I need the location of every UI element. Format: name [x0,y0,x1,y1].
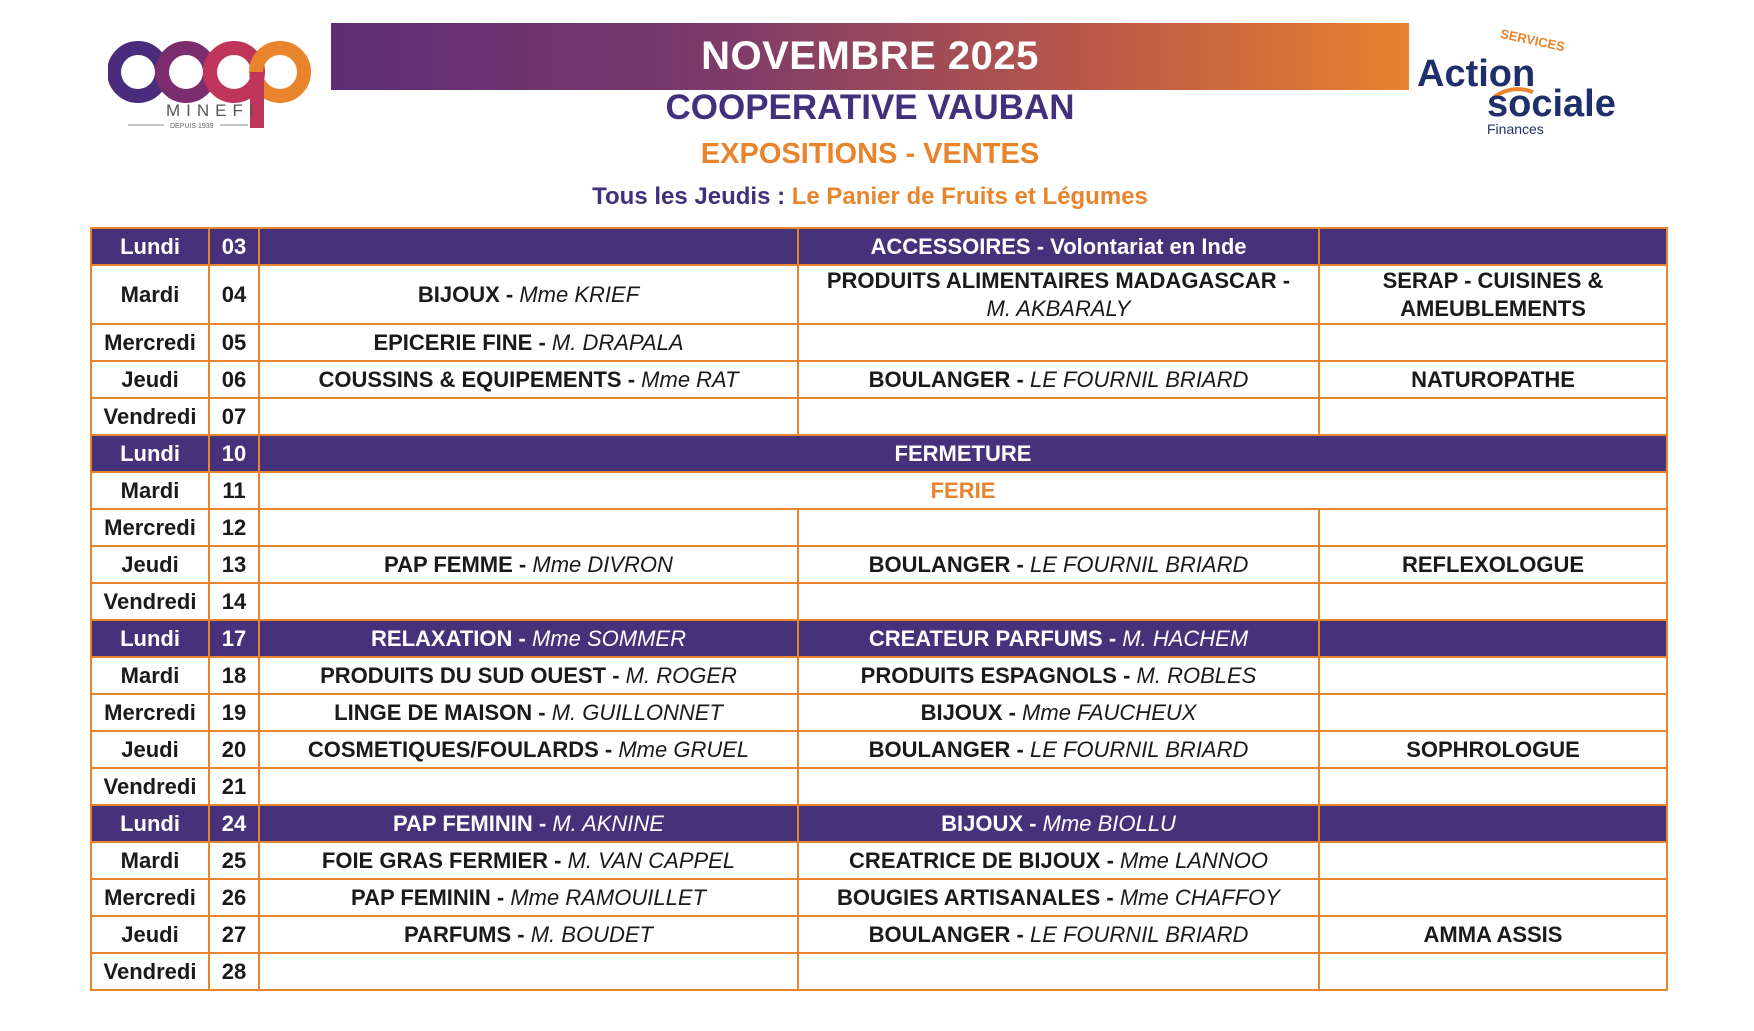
exhibitor-category: BIJOUX [417,281,500,307]
exhibitor-name: M. BOUDET [530,921,653,947]
schedule-table [90,227,1668,991]
table-row [91,398,1667,435]
table-row [91,657,1667,694]
table-row [91,805,1667,842]
exhibitor-name: Mme RAT [641,366,739,392]
date-cell: 24 [209,805,259,842]
day-cell: Vendredi [91,953,209,990]
day-cell: Mercredi [91,509,209,546]
day-cell: Mardi [91,265,209,324]
separator: - [1116,662,1137,688]
coop-minefi-logo [108,28,318,136]
day-cell: Lundi [91,228,209,265]
date-cell: 14 [209,583,259,620]
date-cell: 20 [209,731,259,768]
date-cell: 27 [209,916,259,953]
exhibitor-category: COSMETIQUES/FOULARDS [307,736,599,762]
table-row [91,694,1667,731]
event-cell [798,620,1319,657]
event-cell [259,916,798,953]
merged-cell: FERMETURE [259,435,1667,472]
event-cell [259,768,798,805]
exhibitor-category: NATUROPATHE [1411,366,1575,392]
exhibitor-category: BOULANGER [868,921,1011,947]
event-cell [1319,731,1667,768]
exhibitor-name: Mme BIOLLU [1042,810,1176,836]
event-cell [259,694,798,731]
exhibitor-category: SERAP - CUISINES & AMEUBLEMENTS [1382,267,1604,321]
separator: - [1030,233,1051,259]
date-cell: 18 [209,657,259,694]
exhibitor-name: LE FOURNIL BRIARD [1029,551,1249,577]
table-row [91,472,1667,509]
event-cell [798,398,1319,435]
event-cell [1319,398,1667,435]
event-cell [259,361,798,398]
table-row [91,265,1667,324]
exhibitor-category: PAP FEMME [384,551,513,577]
event-cell [259,583,798,620]
exhibitor-name: M. AKNINE [552,810,664,836]
separator: - [490,884,511,910]
date-cell: 10 [209,435,259,472]
event-cell [259,546,798,583]
event-cell [798,324,1319,361]
merged-cell: FERIE [259,472,1667,509]
date-cell: 28 [209,953,259,990]
event-cell [1319,953,1667,990]
event-cell [259,228,798,265]
day-cell: Mercredi [91,694,209,731]
event-cell [259,265,798,324]
date-cell: 19 [209,694,259,731]
table-row [91,842,1667,879]
event-cell [259,620,798,657]
event-cell [798,583,1319,620]
separator: - [532,810,553,836]
event-cell [798,509,1319,546]
date-cell: 11 [209,472,259,509]
event-cell [798,953,1319,990]
separator: - [1010,921,1030,947]
date-cell: 25 [209,842,259,879]
event-cell [259,842,798,879]
exhibitor-name: Mme FAUCHEUX [1022,699,1197,725]
day-cell: Jeudi [91,731,209,768]
separator: - [1002,699,1023,725]
day-cell: Vendredi [91,583,209,620]
date-cell: 07 [209,398,259,435]
event-cell [259,509,798,546]
exhibitor-category: BOULANGER [868,736,1011,762]
svg-text:DEPUIS 1939: DEPUIS 1939 [170,123,214,130]
action-sociale-logo [1415,24,1645,144]
event-cell [798,879,1319,916]
exhibitor-category: PRODUITS DU SUD OUEST [320,662,607,688]
exhibitor-category: PARFUMS [404,921,512,947]
event-cell [798,768,1319,805]
date-cell: 26 [209,879,259,916]
date-cell: 05 [209,324,259,361]
event-cell [1319,657,1667,694]
event-cell [259,879,798,916]
event-cell [798,916,1319,953]
exhibitor-name: LE FOURNIL BRIARD [1029,921,1249,947]
exhibitor-category: COUSSINS & EQUIPEMENTS [318,366,622,392]
table-row [91,324,1667,361]
event-cell [798,731,1319,768]
exhibitor-name: LE FOURNIL BRIARD [1029,366,1249,392]
separator: - [532,329,552,355]
exhibitor-name: M. HACHEM [1122,625,1249,651]
exhibitor-category: FOIE GRAS FERMIER [321,847,549,873]
table-row [91,228,1667,265]
exhibitor-category: AMMA ASSIS [1423,921,1563,947]
exhibitor-category: PRODUITS ALIMENTAIRES MADAGASCAR [826,267,1277,293]
separator: - [598,736,619,762]
separator: - [1010,736,1030,762]
exhibitor-name: LE FOURNIL BRIARD [1029,736,1249,762]
exhibitor-category: CREATRICE DE BIJOUX [849,847,1101,873]
event-cell [1319,768,1667,805]
day-cell: Vendredi [91,398,209,435]
day-cell: Lundi [91,435,209,472]
event-cell [798,228,1319,265]
table-row [91,435,1667,472]
exhibitor-category: PAP FEMININ [351,884,491,910]
exhibitor-category: BIJOUX [920,699,1003,725]
exhibitor-category: BIJOUX [941,810,1024,836]
separator: - [1102,625,1123,651]
event-cell [259,398,798,435]
separator: - [532,699,552,725]
event-cell [798,657,1319,694]
separator: - [621,366,642,392]
table-row [91,361,1667,398]
note-prefix: Tous les Jeudis : [592,183,792,210]
event-cell [259,324,798,361]
separator: - [512,551,533,577]
table-row [91,620,1667,657]
exhibitor-category: PAP FEMININ [393,810,533,836]
day-cell: Jeudi [91,361,209,398]
note-value: Le Panier de Fruits et Légumes [791,183,1148,210]
day-cell: Lundi [91,620,209,657]
separator: - [1276,267,1291,293]
exhibitor-name: M. GUILLONNET [551,699,723,725]
exhibitor-name: M. AKBARALY [986,295,1131,321]
day-cell: Vendredi [91,768,209,805]
event-cell [1319,879,1667,916]
table-row [91,768,1667,805]
exhibitor-name: M. DRAPALA [551,329,684,355]
exhibitor-name: Mme SOMMER [531,625,686,651]
exhibitor-category: RELAXATION [371,625,513,651]
date-cell: 06 [209,361,259,398]
exhibitor-category: BOULANGER [868,551,1011,577]
separator: - [512,625,532,651]
event-cell [259,805,798,842]
exhibitor-category: REFLEXOLOGUE [1401,551,1585,577]
month-banner [331,23,1409,90]
day-cell: Mardi [91,657,209,694]
event-cell [1319,620,1667,657]
day-cell: Jeudi [91,546,209,583]
exhibitor-name: Mme CHAFFOY [1119,884,1280,910]
exhibitor-name: M. ROGER [625,662,737,688]
separator: - [1100,884,1120,910]
category-detail: Volontariat en Inde [1050,233,1247,259]
date-cell: 04 [209,265,259,324]
event-cell [259,657,798,694]
date-cell: 21 [209,768,259,805]
event-cell [798,694,1319,731]
event-cell [259,953,798,990]
exhibitor-name: M. ROBLES [1136,662,1257,688]
exhibitor-name: Mme RAMOUILLET [510,884,706,910]
day-cell: Mercredi [91,879,209,916]
date-cell: 03 [209,228,259,265]
separator: - [1010,366,1030,392]
event-cell [259,731,798,768]
event-cell [1319,546,1667,583]
event-cell [798,842,1319,879]
separator: - [511,921,531,947]
exhibitor-category: EPICERIE FINE [373,329,533,355]
event-cell [798,546,1319,583]
day-cell: Lundi [91,805,209,842]
table-row [91,879,1667,916]
event-cell [1319,324,1667,361]
separator: - [499,281,520,307]
event-cell [798,805,1319,842]
table-row [91,953,1667,990]
day-cell: Jeudi [91,916,209,953]
exhibitor-name: Mme GRUEL [618,736,750,762]
table-row [91,731,1667,768]
exhibitor-category: BOUGIES ARTISANALES [837,884,1101,910]
thursday-note [331,183,1409,211]
table-row [91,916,1667,953]
event-cell [1319,361,1667,398]
svg-text:sociale: sociale [1487,83,1616,125]
day-cell: Mardi [91,842,209,879]
exhibitor-name: M. VAN CAPPEL [567,847,736,873]
separator: - [1023,810,1043,836]
exhibitor-name: Mme KRIEF [519,281,640,307]
page-title: NOVEMBRE 2025 [701,34,1039,78]
svg-text:SERVICES: SERVICES [1498,26,1567,55]
date-cell: 17 [209,620,259,657]
exhibitor-category: PRODUITS ESPAGNOLS [860,662,1117,688]
separator: - [1010,551,1030,577]
event-cell [798,361,1319,398]
separator: - [548,847,568,873]
section-title: EXPOSITIONS - VENTES [700,138,1040,170]
event-cell [1319,583,1667,620]
svg-text:MINEFI: MINEFI [166,101,260,120]
event-cell [1319,805,1667,842]
event-cell [1319,842,1667,879]
separator: - [606,662,626,688]
event-cell [1319,509,1667,546]
exhibitor-category: CREATEUR PARFUMS [868,625,1103,651]
event-cell [1319,265,1667,324]
svg-text:Action: Action [1417,53,1536,95]
event-cell [1319,916,1667,953]
event-cell [1319,694,1667,731]
date-cell: 13 [209,546,259,583]
table-row [91,509,1667,546]
event-cell [798,265,1319,324]
event-cell [1319,228,1667,265]
exhibitor-name: Mme DIVRON [532,551,673,577]
date-cell: 12 [209,509,259,546]
exhibitor-category: BOULANGER [868,366,1011,392]
separator: - [1100,847,1121,873]
exhibitor-category: ACCESSOIRES [870,233,1031,259]
day-cell: Mardi [91,472,209,509]
day-cell: Mercredi [91,324,209,361]
subtitle: COOPERATIVE VAUBAN [665,88,1075,127]
table-row [91,583,1667,620]
exhibitor-category: LINGE DE MAISON [334,699,533,725]
table-row [91,546,1667,583]
svg-text:Finances: Finances [1487,121,1544,137]
exhibitor-name: Mme LANNOO [1120,847,1268,873]
exhibitor-category: SOPHROLOGUE [1406,736,1580,762]
